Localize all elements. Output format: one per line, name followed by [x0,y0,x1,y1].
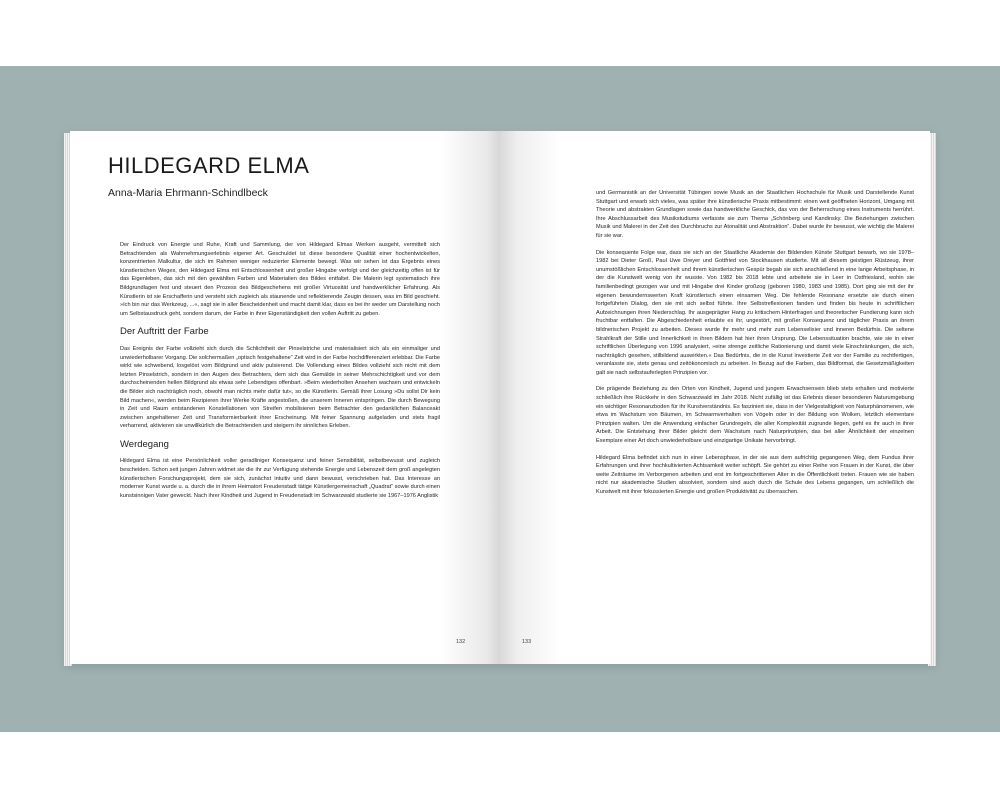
chapter-title: HILDEGARD ELMA [108,153,310,178]
left-text-column [120,241,440,508]
paragraph: Die konsequente Folge war, dass sie sich an der Staatliche Akademie der Bildenden Künste Stuttgart bewarb, wo sie 1978–1982 bei Dieter Groß, Paul Uwe Dreyer und Gottfried von Stockhausen studierte. Mit all diesem geistigen Rüstzeug, ihrer unumstößlichen Entschlossenheit und ihrem künstlerischen Gespür begab sie sich anschließend in eine lange Arbeitsphase, in der die Kunstwelt wenig von ihr wusste. Von 1982 bis 2018 lebte und arbeitete sie in Leer in Ostfriesland, wohin sie familienbedingt gezogen war und mit Hingabe drei Kinder großzog (geboren 1980, 1983 und 1985). Dort ging sie mit der ihr eigenen bewundernswerten Kraft künstlerisch einen einsamen Weg. Die fehlende Resonanz ersetzte sie durch einen fortgeführten Dialog, den sie mit sich selbst führte. Ihre Selbstreflexionen fanden und finden bis heute in schriftlichen Aufzeichnungen ihren Niederschlag. Ihr ausgeprägter Hang zu kritischem Hinterfragen und theoretischer Fundierung kann sich fruchtbar entfalten. Die Abgeschiedenheit erlaubte es ihr, ungestört, mit großer Konsequenz und täglicher Praxis an ihrem bildnerischen Projekt zu arbeiten. Dieses wurde ihr mehr und mehr zum Lebenselixier und inneren Bedürfnis. Die seltene Strahlkraft der Stille und Innerlichkeit in ihren Bildern hat hier ihren Ursprung. Die Lebenssituation brachte, wie sie in einer schriftlichen Überlegung von 1996 analysiert, »eine strenge zeitliche Rationierung und damit viele Einschränkungen, die sich, nachträglich gesehen, stilbildend auswirkten.« Das Bedürfnis, die in die Kunst investierte Zeit vor der Familie zu rechtfertigen, veranlasste sie, stets genau und zeitökonomisch zu arbeiten. In Bezug auf die Farben, das Bildformat, die Gesetzmäßigkeiten galt sie nach selbstauferlegten Prinzipien vor. [596,249,914,376]
left-page [70,131,500,664]
right-page [500,131,930,664]
section-paragraph-werdegang: Hildegard Elma ist eine Persönlichkeit voller geradliniger Konsequenz und feiner Sensibilität, selbstbewusst und zugleich bescheiden. Schon seit jungen Jahren widmet sie die ihr zur Verfügung stehende Energie und Lebenszeit dem groß angelegten künstlerischen Forschungsprojekt, dem sie sich, zunächst intuitiv und dann bewusst, verschrieben hat. Das Interesse an moderner Kunst wurde u. a. durch die in ihrem Heimatort Freudenstadt tätige Künstlergemeinschaft „Quadrat“ sowie durch einen kunstsinnigen Vater geweckt. Nach ihrer Kindheit und Jugend in Freudenstadt im Schwarzwald studierte sie 1967–1976 Anglistik [120,458,440,499]
paragraph: Die prägende Beziehung zu den Orten von Kindheit, Jugend und jungem Erwachsensein blieb stets erhalten und motivierte schließlich ihre Rückkehr in den Schwarzwald im Jahr 2018. Nicht zufällig ist das Erlebnis dieser besonderen Naturumgebung ein wichtiger Resonanzboden für ihr Kunstverständnis. Es fasziniert sie, dass in der Vielgestaltigkeit von Naturphänomenen, wie etwa im Wachstum von Bäumen, im Schwarmverhalten von Vögeln oder in der Bildung von Wolken, letztlich elementare Prinzipien walten. Um die Anwendung einfacher Grundregeln, die aller Komplexität zugrunde liegen, geht es ihr auch in ihrer Arbeit. Die Entstehung ihrer Bilder gleicht dem Wachstum nach Naturprinzipien, das bei aller Ähnlichkeit der einzelnen Exemplare einer Art doch unwiederholbare und einzigartige Unikate hervorbringt. [596,386,914,445]
section-heading-werdegang: Werdegang [120,438,169,450]
page-number-right: 133 [522,639,532,645]
paragraph: Hildegard Elma befindet sich nun in einer Lebensphase, in der sie aus dem aufrichtig gegangenen Weg, dem Fundus ihrer Erfahrungen und ihrer hochkultivierten Achtsamkeit weiter schöpft. Sie gehört zu einer Reihe von Frauen in der Kunst, die über weite Zeiträume im Verborgenen arbeiten und erst im fortgeschrittenen Alter in die Öffentlichkeit treten. Frauen wie sie haben nicht nur akademische Studien absolviert, sondern sind auch durch die Schule des Lebens gegangen, um schließlich die Kunstwelt mit ihrer fokussierten Energie und großen Produktivität zu überraschen. [596,454,914,495]
paragraph: und Germanistik an der Universität Tübingen sowie Musik an der Staatlichen Hochschule für Musik und Darstellende Kunst Stuttgart und erwarb sich vieles, was später ihre künstlerische Praxis mitbestimmt: einen weit geöffneten Horizont, Umgang mit Theorie und abstrakten Grundlagen sowie das handwerkliche Geschick, das von der Beherrschung eines Instruments herrührt. Ihre Abschlussarbeit des Musikstudiums verfasste sie zum Thema „Schönberg und Kandinsky. Die Beziehungen zwischen Musik und Malerei in der Zeit des Durchbruchs zur Atonalität und Abstraktion“. Dabei wurde ihr bewusst, wie wichtig die Malerei für sie war. [596,190,914,239]
right-text-column [596,189,914,505]
top-margin [0,0,1000,66]
section-heading-farbe: Der Auftritt der Farbe [120,326,209,338]
section-paragraph-farbe: Das Ereignis der Farbe vollzieht sich durch die Schlichtheit der Pinselstriche und materialisiert sich als ein einmaliger und unwiederholbarer Vorgang. Die solchermaßen „optisch festgehaltene“ Zeit wird in der Farbe hochdifferenziert erlebbar. Die Farbe wirkt wie schwebend, losgelöst vom Bildgrund und aktiv pulsierend. Die Vollendung eines Bildes vollzieht sich nicht mit dem letzten Pinselstrich, sondern in den Augen des Betrachters, dem sich das Gemälde in seiner Mehrschichtigkeit und vor dem durchscheinenden hellen Bildgrund als etwas sehr Lebendiges offenbart. »Beim wiederholten Ansehen wachsen und entwickeln die Bilder sich nachträglich noch, obwohl man nichts mehr dafür tut«, so die Künstlerin. Gemäß ihrer Losung »Du sollst Dir kein Bild machen«, werden beim Rezipieren ihrer Werke Kräfte angestoßen, die unserem Inneren entspringen. Die durch Bewegung in Zeit und Raum entstandenen Konstellationen von Streifen mobilisieren beim Betrachter den gedanklichen Balanceakt zwischen angehaltener Zeit und Transformierbarkeit ihrer Erscheinung. Mit feiner Spannung aufgeladen und stets fragil verharrend, aktivieren sie unwillkürlich die Betrachtenden und steigern ihr sinnliches Erleben. [120,345,440,430]
intro-paragraph: Der Eindruck von Energie und Ruhe, Kraft und Sammlung, der von Hildegard Elmas Werken ausgeht, vermittelt sich Betrachtenden als Wahrnehmungserlebnis eigener Art. Geschuldet ist diese besondere Qualität einer hochentwickelten, konzentrierten Malkultur, die sich im Rahmen weniger reduzierter Elemente bewegt. Was wir sehen ist das Ergebnis eines künstlerischen Weges, den Hildegard Elma mit Entschlossenheit und großer Hingabe verfolgt und der gleichzeitig offen ist für das Eigenleben, das sich mit den gewählten Farben und Materialien des Bildes entfaltet. Die Malerin legt systematisch ihre Bildgrundlagen fest und steuert den Prozess des Bildgeschehens mit großer Virtuosität und handwerklicher Erfahrung. Als Künstlerin ist sie Erschafferin und versteht sich zugleich als staunende und reflektierende Zeugin dessen, was im Bild geschieht. »Ich bin nur das Werkzeug, ...«, sagt sie in aller Bescheidenheit und macht damit klar, dass es bei ihr weder um Darstellung noch um Selbstausdruck geht, sondern darum, der Farbe in ihrer Eigenständigkeit den vollen Auftritt zu geben. [120,242,440,317]
bottom-margin [0,732,1000,800]
author-name: Anna-Maria Ehrmann-Schindlbeck [108,187,268,199]
page-number-left: 132 [456,639,466,645]
